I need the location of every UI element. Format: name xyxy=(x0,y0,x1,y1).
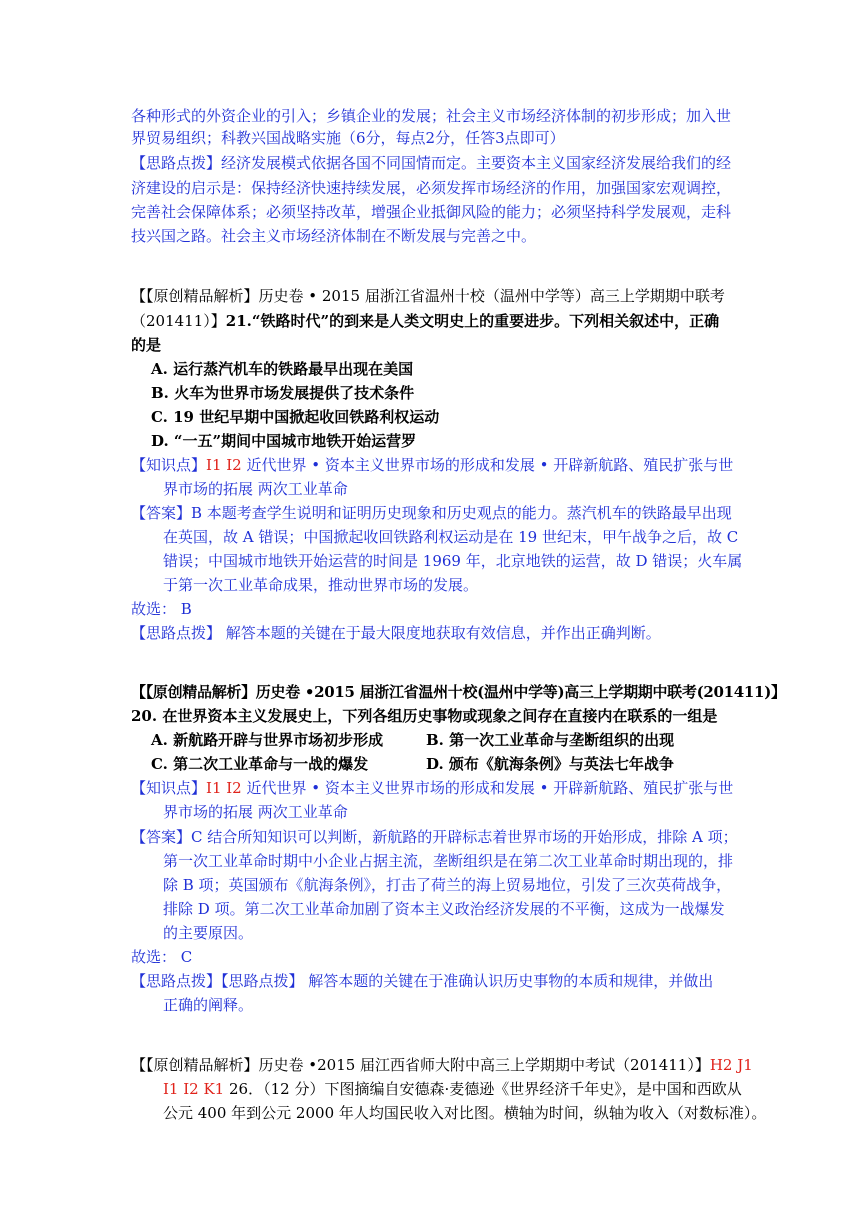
q21-answer-line-4: 于第一次工业革命成果，推动世界市场的发展。 xyxy=(163,576,479,594)
q26-codes-1: H2 J1 xyxy=(709,1056,753,1074)
q21-answer-tag: 【答案】 xyxy=(131,504,192,522)
q20-thinking-line-2: 正确的阐释。 xyxy=(163,996,254,1014)
q21-source-line-1: 【【原创精品解析】历史卷 • 2015 届浙江省温州十校（温州中学等）高三上学期期中联考 xyxy=(131,287,725,305)
q21-option-a: A. 运行蒸汽机车的铁路最早出现在美国 xyxy=(151,360,414,378)
q20-answer-line-3: 除 B 项；英国颁布《航海条例》，打击了荷兰的海上贸易地位，引发了三次英荷战争， xyxy=(163,876,732,894)
q21-option-c: C. 19 世纪早期中国掀起收回铁路利权运动 xyxy=(151,408,440,426)
q20-option-a: A. 新航路开辟与世界市场初步形成 xyxy=(151,731,384,749)
q21-thinking-line: 【思路点拨】 解答本题的关键在于最大限度地获取有效信息，并作出正确判断。 xyxy=(131,624,661,642)
thinking-tip-line-1: 【思路点拨】经济发展模式依据各国不同国情而定。主要资本主义国家经济发展给我们的经 xyxy=(131,154,732,172)
q21-answer-line-2: 在英国，故 A 错误；中国掀起收回铁路利权运动是在 19 世纪末，甲午战争之后，故 C xyxy=(163,528,739,546)
thinking-tip-tag: 【思路点拨】 xyxy=(131,154,222,172)
q21-knowledge-line-1: 【知识点】I1 I2 近代世界 • 资本主义世界市场的形成和发展 • 开辟新航路、殖民扩张与世 xyxy=(131,456,734,474)
thinking-tip-line-4: 技兴国之路。社会主义市场经济体制在不断发展与完善之中。 xyxy=(131,227,537,245)
answer-continuation-line-2: 界贸易组织；科教兴国战略实施（6分，每点2分，任答3点即可） xyxy=(131,129,565,147)
thinking-tip-line-3: 完善社会保障体系；必须坚持改革，增强企业抵御风险的能力；必须坚持科学发展观，走科 xyxy=(131,203,732,221)
q20-option-c: C. 第二次工业革命与一战的爆发 xyxy=(151,755,369,773)
q26-stem-line-2: 公元 400 年到公元 2000 年人均国民收入对比图。横轴为时间，纵轴为收入（对数标准）。 xyxy=(163,1104,767,1122)
q20-thinking-tag: 【思路点拨】【思路点拨】 xyxy=(131,972,304,990)
q26-source-line xyxy=(131,1054,753,1076)
q20-answer-line-2: 第一次工业革命时期中小企业占据主流，垄断组织是在第二次工业革命时期出现的，排 xyxy=(163,852,734,870)
q21-knowledge-line-2: 界市场的拓展 两次工业革命 xyxy=(163,480,348,498)
q20-knowledge-tag: 【知识点】 xyxy=(131,779,207,797)
q20-knowledge-line-2: 界市场的拓展 两次工业革命 xyxy=(163,803,348,821)
q21-stem: 21.“铁路时代”的到来是人类文明史上的重要进步。下列相关叙述中，正确 xyxy=(225,312,720,330)
q20-option-b: B. 第一次工业革命与垄断组织的出现 xyxy=(426,731,675,749)
q20-knowledge-codes: I1 I2 xyxy=(206,779,242,797)
thinking-tip-line-2: 济建设的启示是：保持经济快速持续发展，必须发挥市场经济的作用，加强国家宏观调控， xyxy=(131,179,732,197)
q20-answer-line-4: 排除 D 项。第二次工业革命加剧了资本主义政治经济发展的不平衡，这成为一战爆发 xyxy=(163,900,725,918)
q21-thinking-tag: 【思路点拨】 xyxy=(131,624,222,642)
q20-stem: 20. 在世界资本主义发展史上，下列各组历史事物或现象之间存在直接内在联系的一组是 xyxy=(131,707,718,725)
q21-knowledge-codes: I1 I2 xyxy=(206,456,242,474)
q26-source: 【【原创精品解析】历史卷 •2015 届江西省师大附中高三上学期期中考试（201411）】 xyxy=(131,1056,710,1074)
q20-source-line: 【【原创精品解析】历史卷 •2015 届浙江省温州十校(温州中学等)高三上学期期中联考(201411)】 xyxy=(131,683,786,701)
q20-choice: 故选： C xyxy=(131,948,193,966)
q20-answer-tag: 【答案】 xyxy=(131,828,192,846)
q21-answer-line-3: 错误；中国城市地铁开始运营的时间是 1969 年，北京地铁的运营，故 D 错误；火车属 xyxy=(163,552,743,570)
q26-stem-line-1: I1 I2 K1 26．（12 分）下图摘编自安德森·麦德逊《世界经济千年史》，是中国和西欧从 xyxy=(163,1080,742,1098)
q20-option-d: D. 颁布《航海条例》与英法七年战争 xyxy=(426,755,674,773)
q21-stem-line-1 xyxy=(131,310,719,332)
q21-option-d: D. “一五”期间中国城市地铁开始运营罗 xyxy=(151,432,417,450)
q21-knowledge-tag: 【知识点】 xyxy=(131,456,207,474)
answer-continuation-line-1: 各种形式的外资企业的引入；乡镇企业的发展；社会主义市场经济体制的初步形成；加入世 xyxy=(131,107,732,125)
q21-stem-line-2: 的是 xyxy=(131,336,162,354)
q21-source-end: （201411）】 xyxy=(131,312,226,330)
q20-knowledge-line-1: 【知识点】I1 I2 近代世界 • 资本主义世界市场的形成和发展 • 开辟新航路、殖民扩张与世 xyxy=(131,779,734,797)
q21-choice: 故选： B xyxy=(131,600,192,618)
q26-codes-2: I1 I2 K1 xyxy=(163,1080,225,1098)
q20-thinking-line-1: 【思路点拨】【思路点拨】 解答本题的关键在于准确认识历史事物的本质和规律，并做出 xyxy=(131,972,714,990)
q21-answer-line-1: 【答案】B 本题考查学生说明和证明历史现象和历史观点的能力。蒸汽机车的铁路最早出现 xyxy=(131,504,732,522)
q20-answer-line-5: 的主要原因。 xyxy=(163,924,254,942)
q20-answer-line-1: 【答案】C 结合所知知识可以判断，新航路的开辟标志着世界市场的开始形成，排除 A 项； xyxy=(131,828,738,846)
q21-option-b: B. 火车为世界市场发展提供了技术条件 xyxy=(151,384,415,402)
